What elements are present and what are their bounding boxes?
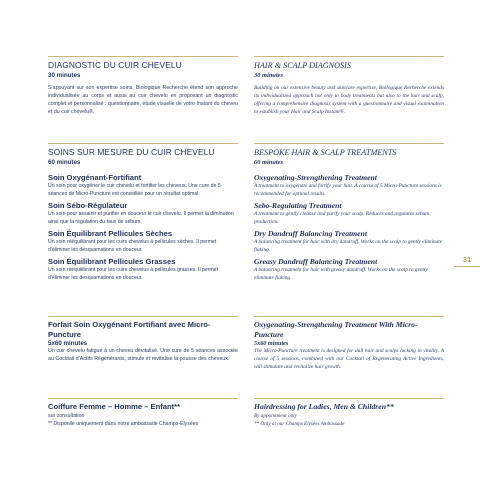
- section-divider: [254, 316, 444, 317]
- treatment-title: Greasy Dandruff Balancing Treatment: [254, 257, 378, 266]
- section-divider: [48, 316, 238, 317]
- package-description: Un cuir chevelu fatigué à un cheveu dévitalisé. Une cure de 5 séances associée au Cocktail d’Actifs Régénérants, stimule et revitalise la pousse des cheveux.: [48, 348, 238, 363]
- treatment-item: [254, 229, 444, 254]
- treatment-item: [48, 173, 238, 198]
- treatment-description: Un soin rééquilibrant pour les cuirs chevelus à pellicules grasses. Il permet d’éliminer les desquamations en douceur.: [48, 267, 219, 281]
- hairdressing-title: Hairdressing for Ladies, Men & Children**: [254, 402, 394, 411]
- hairdressing-title: Coiffure Femme – Homme – Enfant**: [48, 402, 181, 411]
- treatment-item: [48, 201, 238, 226]
- fr-forfait-section: [48, 316, 238, 364]
- section-title: SOINS SUR MESURE DU CUIR CHEVELU: [48, 147, 215, 157]
- package-description: The Micro-Puncture treatment is designed for dull hair and scalps lacking in vitality. A course of 5 sessions, combined with our Cocktail of Regenerating Active Ingredients, will stimulate and revitalize hair growth.: [254, 348, 444, 370]
- hairdressing-consultation: sur consultation: [48, 412, 85, 419]
- treatment-description: A balancing treatment for hair with greasy dandruff. Works on the scalp to gently eliminate flaking.: [254, 267, 428, 281]
- section-divider: [254, 398, 444, 399]
- fr-diagnosis-section: [48, 56, 238, 117]
- en-forfait-section: [254, 316, 444, 372]
- hairdressing-note: ** Disponile uniquement dans notre ambassade Champs-Elysées: [48, 420, 199, 427]
- section-divider: [254, 56, 444, 57]
- section-divider: [254, 143, 444, 144]
- package-title: Oxygenating-Strengthening Treatment With Micro-Puncture: [254, 320, 418, 339]
- section-duration: 30 minutes: [48, 72, 81, 79]
- treatment-item: [48, 257, 238, 282]
- package-duration: 5x60 minutes: [48, 340, 88, 348]
- treatment-description: Un soin pour assainir et purifier en douceur le cuir chevelu. Il permet la diminution ainsi que la régulation du taux de sébum.: [48, 211, 234, 225]
- hairdressing-appointment: By appointment only: [254, 412, 297, 419]
- page-number: 31: [462, 255, 472, 264]
- package-duration: 5x60 minutes: [254, 340, 289, 348]
- page-number-underline: [454, 266, 480, 267]
- treatment-title: Sebo-Regulating Treatment: [254, 201, 342, 210]
- treatment-description: A treatment to gently cleanse and purify your scalp. Reduces and regulates sebum production.: [254, 211, 430, 225]
- treatment-description: Un soin pour oxygéner le cuir chevelu et fortifier les cheveux. Une cure de 5 séances de Micro-Puncture est conseillée pour un résultat optimal.: [48, 183, 221, 197]
- treatment-title: Oxygenating-Strengthening Treatment: [254, 173, 377, 182]
- treatment-item: [254, 201, 444, 226]
- treatment-item: [254, 257, 444, 282]
- section-title: DIAGNOSTIC DU CUIR CHEVELU: [48, 60, 182, 70]
- fr-bespoke-section: [48, 143, 238, 282]
- section-divider: [48, 398, 238, 399]
- treatment-item: [48, 229, 238, 254]
- hairdressing-note: ** Only at our Champs Elysées Ambassade: [254, 420, 345, 427]
- treatment-title: Soin Sébo-Régulateur: [48, 201, 128, 210]
- treatment-title: Soin Oxygénant-Fortifiant: [48, 173, 142, 182]
- treatment-item: [254, 173, 444, 198]
- section-title: BESPOKE HAIR & SCALP TREATMENTS: [254, 148, 397, 157]
- section-description: S’appuyant sur son expertise soins, Biologique Recherche étend son approche individualisée au corps et aussi au cuir chevelu en proposant un diagnostic complet et personnalisé : questionnaire, étude visuelle de votre Instant du cheveu et du cuir chevelu®.: [48, 85, 238, 115]
- section-title: HAIR & SCALP DIAGNOSIS: [254, 61, 351, 70]
- section-description: Building on our extensive beauty and skincare expertise, Biologique Recherche extends its individualized approach not only to body treatments but also to the hair and scalp, offering a comprehensive diagnosis system with a questionnaire and visual examination to establish your Hair and Scalp Instant®.: [254, 85, 444, 115]
- treatment-title: Soin Équilibrant Pellicules Grasses: [48, 257, 176, 266]
- section-duration: 60 minutes: [254, 159, 283, 166]
- section-duration: 60 minutes: [48, 159, 81, 166]
- section-divider: [48, 143, 238, 144]
- treatment-title: Dry Dandruff Balancing Treatment: [254, 229, 367, 238]
- treatment-description: A treatment to oxygenate and fortify your hair. A course of 5 Micro-Puncture sessions is recommended for optimal results.: [254, 183, 442, 197]
- treatment-description: Un soin rééquilibrant pour les cuirs chevelus à pellicules sèches. Il permet d’éliminer les desquamations en douceur.: [48, 239, 217, 253]
- en-hairdressing-section: [254, 398, 444, 428]
- fr-hairdressing-section: [48, 398, 238, 428]
- treatment-title: Soin Équilibrant Pellicules Sèches: [48, 229, 173, 238]
- section-divider: [48, 56, 238, 57]
- section-duration: 30 minutes: [254, 72, 283, 79]
- en-bespoke-section: [254, 143, 444, 282]
- en-diagnosis-section: [254, 56, 444, 117]
- treatment-description: A balancing treatment for hair with dry dandruff. Works on the scalp to gently eliminate flaking.: [254, 239, 443, 253]
- package-title: Forfait Soin Oxygénant Fortifiant avec Micro-Puncture: [48, 320, 211, 339]
